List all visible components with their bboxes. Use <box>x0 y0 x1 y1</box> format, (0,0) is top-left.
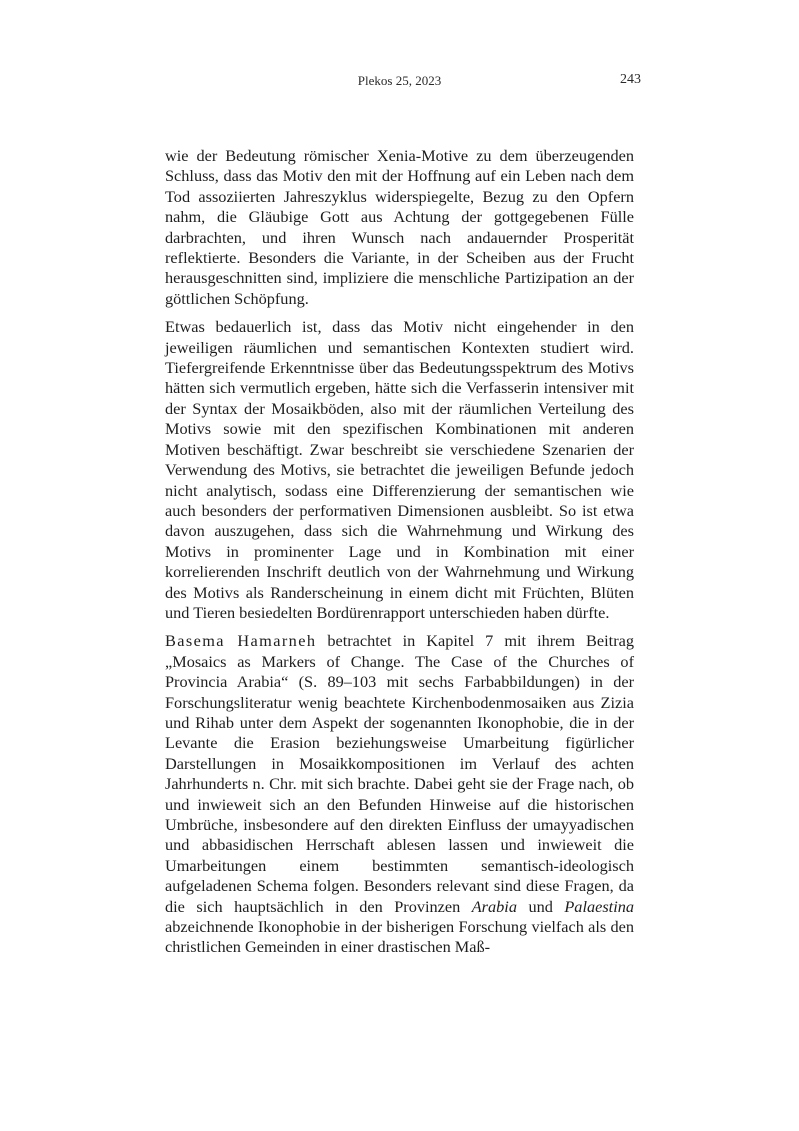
page-number: 243 <box>620 72 641 87</box>
paragraph-3 <box>165 631 634 958</box>
body-text <box>165 146 634 966</box>
italic-palaestina: Palaestina <box>564 896 634 916</box>
author-name: Basema Hamarneh <box>165 631 317 651</box>
paragraph-3-text-2: und <box>516 896 565 916</box>
paragraph-2: Etwas bedauerlich ist, dass das Motiv nicht eingehender in den jeweiligen räumlichen und semantischen Kontexten studiert wird. Tiefergreifende Erkenntnisse über das Bedeutungsspektrum des Motivs hätten sich vermutlich ergeben, hätte sich die Verfasserin intensiver mit der Syntax der Mosaikböden, also mit der räumlichen Verteilung des Motivs sowie mit den spezifischen Kombinationen mit anderen Motiven beschäftigt. Zwar beschreibt sie verschiedene Szenarien der Verwendung des Motivs, sie betrachtet die jeweiligen Befunde jedoch nicht analytisch, sodass eine Differenzierung der semantischen wie auch besonders der performativen Dimensionen ausbleibt. So ist etwa davon auszugehen, dass sich die Wahrnehmung und Wirkung des Motivs in prominenter Lage und in Kombination mit einer korrelierenden Inschrift deutlich von der Wahrnehmung und Wirkung des Motivs als Randerscheinung in einem dicht mit Früchten, Blüten und Tieren besiedelten Bordürenrapport unterschieden haben dürfte. <box>165 317 634 622</box>
paragraph-3-text-3: abzeichnende Ikonophobie in der bisherigen Forschung vielfach als den christlichen Gemeinden in einer drastischen Maß- <box>165 917 634 957</box>
running-head: Plekos 25, 2023 <box>357 73 442 88</box>
italic-arabia: Arabia <box>471 896 517 916</box>
paragraph-1: wie der Bedeutung römischer Xenia-Motive zu dem überzeugenden Schluss, dass das Motiv den mit der Hoffnung auf ein Leben nach dem Tod assoziierten Jahreszyklus widerspiegelte, Bezug zu den Opfern nahm, die Gläubige Gott aus Achtung der gottgegebenen Fülle darbrachten, und ihren Wunsch nach andauernder Prosperität reflektierte. Besonders die Variante, in der Scheiben aus der Frucht herausgeschnitten sind, impliziere die menschliche Partizipation an der göttlichen Schöpfung. <box>165 146 634 308</box>
paragraph-3-text-1: betrachtet in Kapitel 7 mit ihrem Beitrag „Mosaics as Markers of Change. The Case of the Churches of Provincia Arabia“ (S. 89–103 mit sechs Farbabbildungen) in der Forschungsliteratur wenig beachtete Kirchenbodenmosaiken aus Zizia und Rihab unter dem Aspekt der sogenannten Ikonophobie, die in der Levante die Erasion beziehungsweise Umarbeitung figürlicher Darstellungen in Mosaikkompositionen im Verlauf des achten Jahrhunderts n. Chr. mit sich brachte. Dabei geht sie der Frage nach, ob und inwieweit sich an den Befunden Hinweise auf die historischen Umbrüche, insbesondere auf den direkten Einfluss der umayyadischen und abbasidischen Herrschaft ablesen lassen und inwieweit die Umarbeitungen einem bestimmten semantisch-ideologisch aufgeladenen Schema folgen. Besonders relevant sind diese Fragen, da die sich hauptsächlich in den Provinzen <box>165 631 634 916</box>
